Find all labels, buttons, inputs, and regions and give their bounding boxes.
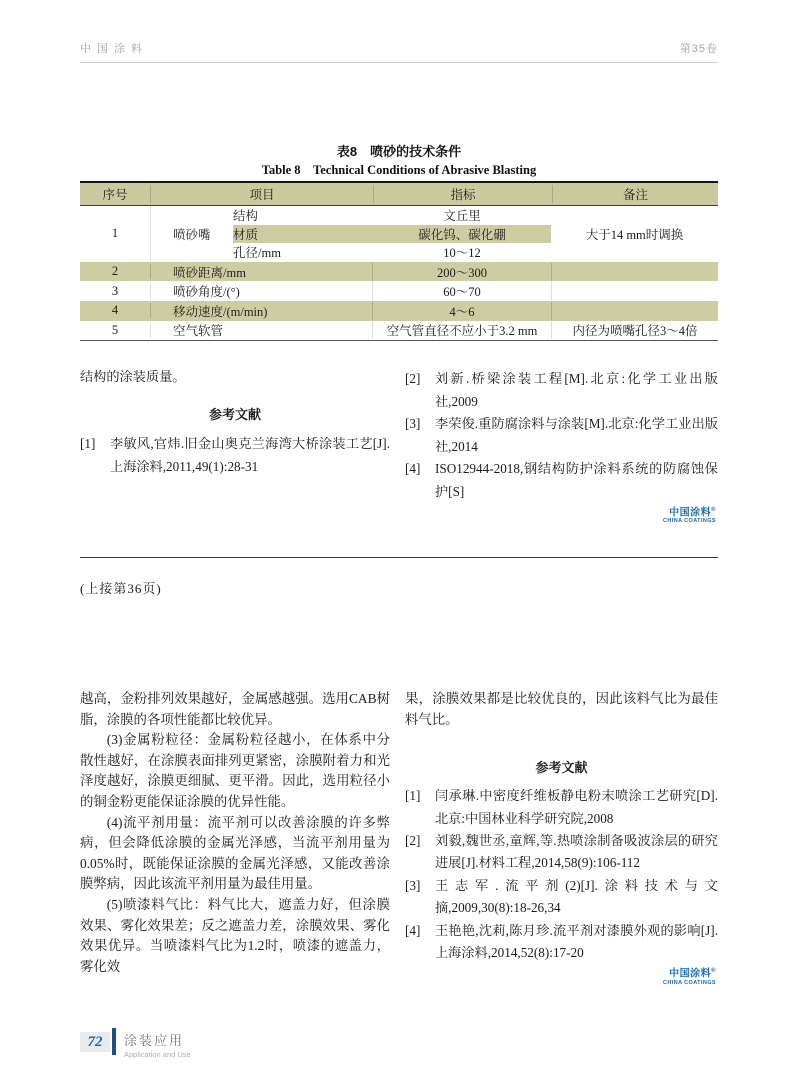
references-heading: 参考文献 <box>535 760 588 776</box>
reference-text: 刘新.桥梁涂装工程[M].北京:化学工业出版社,2009 <box>435 371 718 409</box>
table-header-row <box>80 183 718 206</box>
table-row <box>80 321 718 341</box>
logo-zh-text: 中国涂料® <box>669 968 716 980</box>
row-no: 2 <box>80 264 151 279</box>
row1-no: 1 <box>80 206 151 262</box>
table-row <box>80 281 718 301</box>
logo-trademark: ® <box>711 507 716 513</box>
upper-right-column <box>405 366 718 524</box>
row1-item: 喷砂嘴 <box>173 227 211 242</box>
footer-section-zh: 涂装应用 <box>124 1033 185 1048</box>
journal-name: 中国涂料 <box>80 43 148 55</box>
footer-section-en: Application and Use <box>124 1050 191 1059</box>
header-index: 指标 <box>374 185 553 203</box>
row-item: 移动速度/(m/min) <box>151 302 373 320</box>
china-coatings-logo <box>405 968 716 985</box>
logo-trademark: ® <box>711 968 716 975</box>
reference-text: 李荣俊.重防腐涂料与涂装[M].北京:化学工业出版社,2014 <box>435 416 718 454</box>
page-running-head <box>80 40 718 63</box>
reference-item <box>405 458 718 503</box>
logo-zh-text: 中国涂料® <box>669 507 716 519</box>
footer-accent-bar <box>112 1028 116 1055</box>
upper-section <box>80 366 718 524</box>
subrow-value: 碳化钨、碳化硼 <box>418 227 506 242</box>
row-value: 4～6 <box>373 302 552 320</box>
article-paragraph: (4)流平剂用量：流平剂可以改善涂膜的许多弊病，但会降低涂膜的金属光泽感，当流平剂用量为0.05%时，既能保证涂膜的金属光泽感，又能改善涂膜弊病，因此该流平剂用量为最佳用量。 <box>80 814 390 892</box>
reference-text: 刘毅,魏世丞,童辉,等.热喷涂制备吸波涂层的研究进展[J].材料工程,2014,58(9):106-112 <box>435 833 718 871</box>
article-right-column <box>405 689 718 986</box>
row1-note: 大于14 mm时调换 <box>585 227 684 242</box>
reference-item <box>405 785 718 830</box>
reference-text: ISO12944-2018,钢结构防护涂料系统的防腐蚀保护[S] <box>435 461 718 499</box>
table-row <box>80 301 718 321</box>
page-number: 72 <box>87 1033 103 1050</box>
reference-number: [4] <box>405 922 421 938</box>
subrow-value: 10～12 <box>443 246 481 261</box>
row1-subrows <box>233 206 551 262</box>
table-row <box>80 262 718 282</box>
subrow-attr: 结构 <box>233 209 259 224</box>
paragraph-tail: 结构的涂装质量。 <box>80 369 186 384</box>
row-value: 空气管直径不应小于3.2 mm <box>373 321 552 339</box>
reference-number: [4] <box>405 461 421 476</box>
subrow-value: 文丘里 <box>443 209 481 224</box>
row-note: 内径为喷嘴孔径3～4倍 <box>572 324 698 339</box>
subrow-attr: 材质 <box>233 227 259 242</box>
reference-item <box>405 368 718 413</box>
article-section <box>80 689 718 986</box>
article-paragraph: (3)金属粉粒径：金属粉粒径越小，在体系中分散性越好，在涂膜表面排列更紧密，涂膜附着力和光泽度越好，涂膜更细腻、更平滑。因此，选用粒径小的铜金粉更能保证涂膜的优异性能。 <box>80 732 390 809</box>
upper-left-column <box>80 366 390 524</box>
article-left-column <box>80 689 390 986</box>
reference-item <box>405 830 718 875</box>
reference-number: [1] <box>80 436 96 451</box>
article-paragraph: (5)喷漆料气比：料气比大，遮盖力好，但涂膜效果、雾化效果差；反之遮盖力差，涂膜效果、雾化效果优异。当喷漆料气比为1.2时，喷漆的遮盖力，雾化效 <box>80 896 390 974</box>
continuation-note: (上接第36页) <box>80 581 162 596</box>
page-footer <box>80 1028 191 1059</box>
row-no: 5 <box>80 323 151 338</box>
reference-text: 王志军.流平剂(2)[J].涂料技术与文摘,2009,30(8):18-26,34 <box>435 877 718 916</box>
subrow-structure <box>233 206 551 225</box>
reference-item <box>405 875 718 920</box>
reference-item <box>405 920 718 965</box>
abrasive-blasting-table <box>80 181 718 341</box>
reference-number: [3] <box>405 416 421 431</box>
reference-number: [3] <box>405 877 421 893</box>
row-no: 4 <box>80 303 151 318</box>
logo-en-text: CHINA COATINGS <box>663 518 716 525</box>
volume-number: 第35卷 <box>679 43 718 55</box>
logo-en-text: CHINA COATINGS <box>663 979 716 986</box>
page-number-box <box>80 1032 110 1052</box>
table-title-zh: 表8 喷砂的技术条件 <box>336 144 462 159</box>
row-value: 60～70 <box>373 282 552 300</box>
reference-number: [1] <box>405 788 421 804</box>
header-item: 项目 <box>151 185 374 203</box>
reference-text: 闫承琳.中密度纤维板静电粉末喷涂工艺研究[D].北京:中国林业科学研究院,2008 <box>435 788 718 826</box>
reference-item <box>80 433 390 478</box>
subrow-material <box>233 225 551 244</box>
row-value: 200～300 <box>373 263 552 281</box>
reference-text: 李敏风,官炜.旧金山奥克兰海湾大桥涂装工艺[J].上海涂料,2011,49(1):28-31 <box>110 436 390 474</box>
footer-section-label <box>124 1028 191 1059</box>
references-heading: 参考文献 <box>208 406 261 422</box>
article-paragraph: 越高，金粉排列效果越好，金属感越强。选用CAB树脂，涂膜的各项性能都比较优异。 <box>80 691 390 727</box>
section-divider <box>80 557 718 558</box>
table-row <box>80 206 718 262</box>
row-no: 3 <box>80 284 151 299</box>
row-item: 空气软管 <box>151 321 373 339</box>
article-paragraph: 果，涂膜效果都是比较优良的，因此该料气比为最佳料气比。 <box>405 691 718 727</box>
table-title-en: Table 8 Technical Conditions of Abrasive Blasting <box>261 163 537 177</box>
row-item: 喷砂角度/(°) <box>151 282 373 300</box>
header-note: 备注 <box>622 188 648 202</box>
subrow-bore <box>233 243 551 262</box>
reference-item <box>405 413 718 458</box>
china-coatings-logo <box>405 507 716 524</box>
header-no: 序号 <box>80 185 151 203</box>
reference-number: [2] <box>405 833 421 848</box>
reference-number: [2] <box>405 371 421 386</box>
subrow-attr: 孔径/mm <box>233 246 281 261</box>
reference-text: 王艳艳,沈莉,陈月珍.流平剂对漆膜外观的影响[J].上海涂料,2014,52(8):17-20 <box>435 922 718 961</box>
row-item: 喷砂距离/mm <box>151 263 373 281</box>
